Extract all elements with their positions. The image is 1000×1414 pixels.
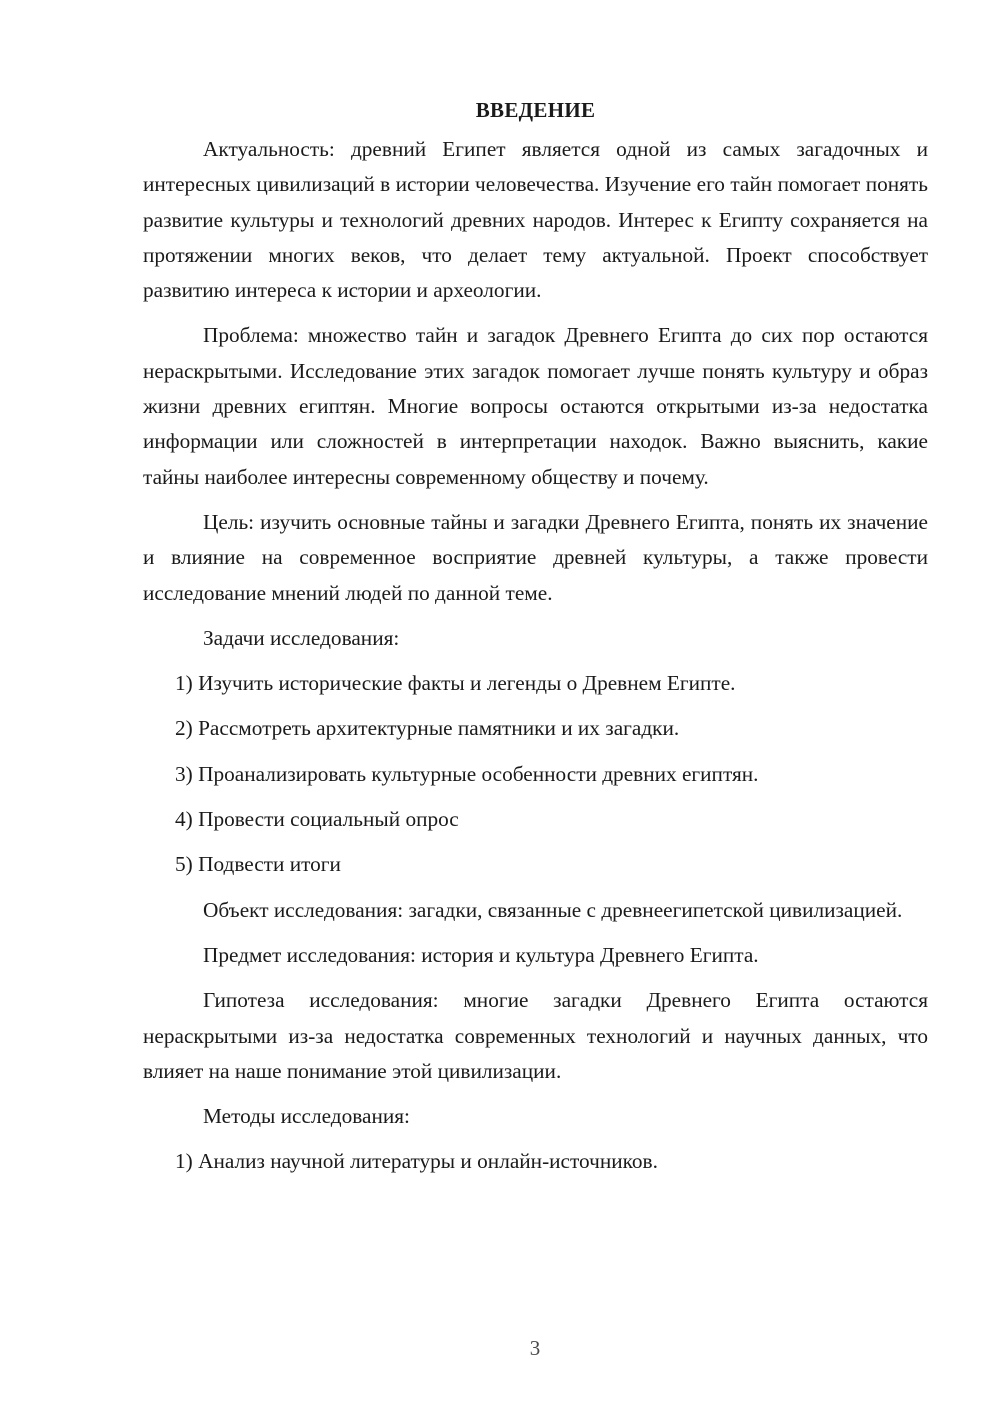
section-heading: ВВЕДЕНИЕ	[475, 98, 596, 122]
task-item: 5) Подвести итоги	[175, 852, 341, 877]
object-paragraph: Объект исследования: загадки, связанные с древнеегипетской цивилизацией.	[203, 897, 903, 922]
problem-paragraph: Проблема: множество тайн и загадок Древнего Египта до сих пор остаются нераскрытыми. Исследование этих загадок помогает лучше понять культуру и образ жизни древних египтян. Многие вопросы остаются открытыми из-за недостатка информации или сложностей в интерпретации находок. Важно выяснить, какие тайны наиболее интересны современному обществу и почему.	[143, 323, 928, 489]
method-item: 1) Анализ научной литературы и онлайн-источников.	[175, 1149, 658, 1174]
task-item: 4) Провести социальный опрос	[175, 807, 459, 832]
hypothesis-paragraph: Гипотеза исследования: многие загадки Древнего Египта остаются нераскрытыми из-за недостатка современных технологий и научных данных, что влияет на наше понимание этой цивилизации.	[143, 988, 928, 1083]
task-item: 3) Проанализировать культурные особенности древних египтян.	[175, 761, 759, 786]
tasks-title: Задачи исследования:	[203, 625, 400, 650]
goal-paragraph: Цель: изучить основные тайны и загадки Древнего Египта, понять их значение и влияние на современное восприятие древней культуры, а также провести исследование мнений людей по данной теме.	[143, 509, 928, 605]
relevance-paragraph: Актуальность: древний Египет является одной из самых загадочных и интересных цивилизаций в истории человечества. Изучение его тайн помогает понять развитие культуры и технологий древних народов. Интерес к Египту сохраняется на протяжении многих веков, что делает тему актуальной. Проект способствует развитию интереса к истории и археологии.	[143, 137, 928, 303]
subject-paragraph: Предмет исследования: история и культура Древнего Египта.	[203, 942, 759, 967]
methods-title: Методы исследования:	[203, 1104, 410, 1129]
page-content	[143, 96, 928, 1190]
task-item: 2) Рассмотреть архитектурные памятники и их загадки.	[175, 716, 680, 741]
task-item: 1) Изучить исторические факты и легенды о Древнем Египте.	[175, 671, 736, 696]
page-number: 3	[529, 1336, 541, 1360]
